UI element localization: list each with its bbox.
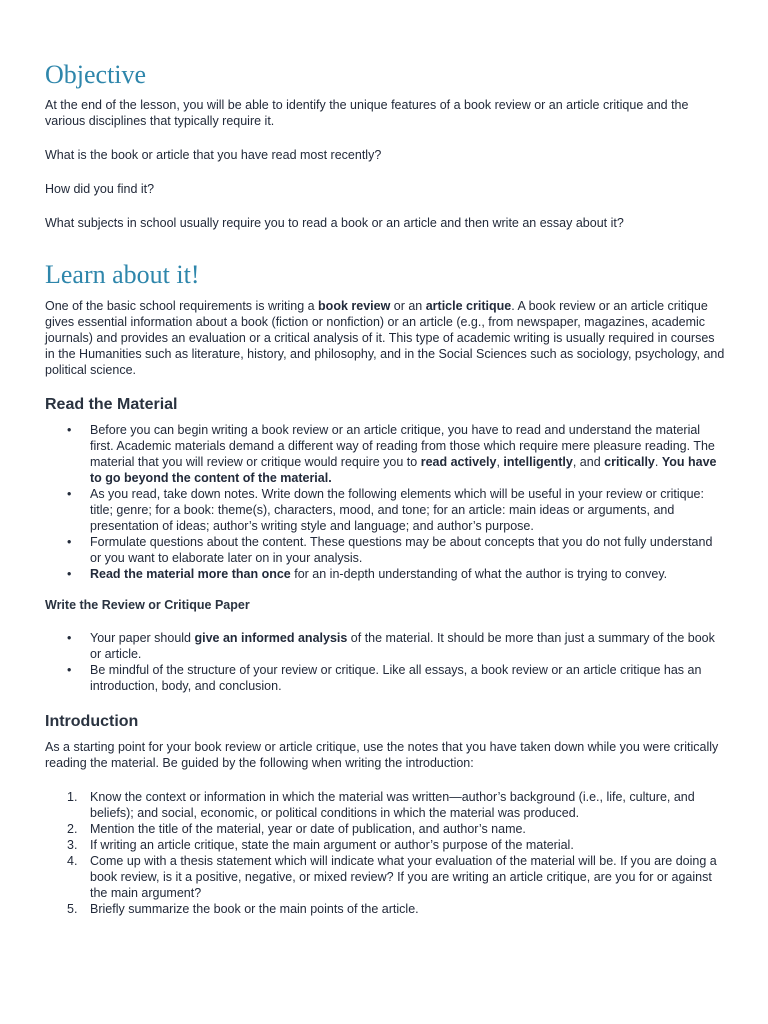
- write-section: [45, 597, 725, 694]
- read-b4-text: for an in-depth understanding of what the author is trying to convey.: [290, 567, 668, 581]
- sep-2: , and: [572, 455, 605, 469]
- item-number: 1.: [67, 790, 78, 804]
- objective-section: [45, 60, 725, 231]
- list-item: [45, 837, 725, 853]
- intelligently-term: intelligently: [503, 455, 573, 469]
- learn-paragraph: [45, 298, 725, 378]
- sep-1: ,: [496, 455, 504, 469]
- list-item: [45, 566, 725, 582]
- learn-section: [45, 260, 725, 378]
- article-critique-term: article critique: [425, 299, 512, 313]
- question-1: What is the book or article that you have read most recently?: [45, 148, 382, 162]
- list-item: [45, 901, 725, 917]
- bullet-icon: •: [67, 535, 72, 549]
- read-b2-text: As you read, take down notes. Write down the following elements which will be useful in your review or critique: title; genre; for a book: theme(s), characters, mood, and tone; for an article: main ideas or arguments, and presentation of ideas; author’s writing style and language; and author’s purpose.: [90, 487, 704, 533]
- item-number: 5.: [67, 902, 78, 916]
- bullet-icon: •: [67, 631, 72, 645]
- list-item: [45, 662, 725, 694]
- question-2: How did you find it?: [45, 182, 155, 196]
- list-item: [45, 630, 725, 662]
- write-b1-text: Your paper should: [90, 631, 195, 645]
- read-actively-term: read actively: [420, 455, 497, 469]
- intro-item-text: Know the context or information in which the material was written—author’s background (i.e., life, culture, and beliefs); and social, economic, or political conditions in which the material was produced.: [90, 790, 695, 820]
- objective-intro: At the end of the lesson, you will be able to identify the unique features of a book review or an article critique and the various disciplines that typically require it.: [45, 98, 689, 128]
- item-number: 3.: [67, 838, 78, 852]
- read-heading: Read the Material: [45, 396, 178, 413]
- write-heading: Write the Review or Critique Paper: [45, 598, 250, 612]
- intro-item-text: Mention the title of the material, year or date of publication, and author’s name.: [90, 822, 526, 836]
- intro-item-text: Come up with a thesis statement which will indicate what your evaluation of the material will be. If you are doing a book review, is it a positive, negative, or mixed review? If you are writing an article critique, are you for or against the main argument?: [90, 854, 717, 900]
- introduction-section: [45, 712, 725, 917]
- sep-3: .: [654, 455, 662, 469]
- write-list: [45, 630, 725, 694]
- bullet-icon: •: [67, 663, 72, 677]
- read-section: [45, 395, 725, 582]
- item-number: 4.: [67, 854, 78, 868]
- learn-heading: Learn about it!: [45, 260, 200, 289]
- intro-item-text: Briefly summarize the book or the main points of the article.: [90, 902, 419, 916]
- learn-text-1: One of the basic school requirements is writing a: [45, 299, 319, 313]
- bullet-icon: •: [67, 567, 72, 581]
- introduction-list: [45, 789, 725, 917]
- write-b2-text: Be mindful of the structure of your review or critique. Like all essays, a book review or an article critique has an introduction, body, and conclusion.: [90, 663, 702, 693]
- introduction-paragraph: As a starting point for your book review or article critique, use the notes that you have taken down while you were critically reading the material. Be guided by the following when writing the introduction:: [45, 740, 719, 770]
- informed-analysis-term: give an informed analysis: [194, 631, 348, 645]
- question-3: What subjects in school usually require you to read a book or an article and then write an essay about it?: [45, 216, 624, 230]
- list-item: [45, 486, 725, 534]
- list-item: [45, 534, 725, 566]
- book-review-term: book review: [318, 299, 391, 313]
- read-b1-text: Before you can begin writing a book review or an article critique, you have to read and understand the material first. Academic materials demand a different way of reading from those which require mere pleasure reading. The material that you will review or critique would require you to: [90, 423, 715, 469]
- read-b3-text: Formulate questions about the content. These questions may be about concepts that you do not fully understand or you want to elaborate later on in your analysis.: [90, 535, 713, 565]
- go-beyond-text: You have to go beyond the content of the material.: [90, 455, 717, 485]
- bullet-icon: •: [67, 487, 72, 501]
- objective-heading: Objective: [45, 60, 147, 89]
- write-b1-text-2: of the material. It should be more than just a summary of the book or article.: [90, 631, 715, 661]
- item-number: 2.: [67, 822, 78, 836]
- list-item: [45, 853, 725, 901]
- learn-text-2: or an: [390, 299, 426, 313]
- list-item: [45, 821, 725, 837]
- intro-item-text: If writing an article critique, state the main argument or author’s purpose of the material.: [90, 838, 574, 852]
- read-list: [45, 422, 725, 582]
- learn-text-3: . A book review or an article critique gives essential information about a book (fiction or nonfiction) or an article (e.g., from newspaper, magazines, academic journals) and provides an evaluation or a critical analysis of it. This type of academic writing is usually required in courses in the Humanities such as literature, history, and philosophy, and in the Social Sciences such as sociology, psychology, and political science.: [45, 299, 725, 377]
- list-item: [45, 789, 725, 821]
- introduction-heading: Introduction: [45, 713, 139, 730]
- critically-term: critically: [604, 455, 655, 469]
- bullet-icon: •: [67, 423, 72, 437]
- read-more-than-once-term: Read the material more than once: [90, 567, 291, 581]
- list-item: [45, 422, 725, 486]
